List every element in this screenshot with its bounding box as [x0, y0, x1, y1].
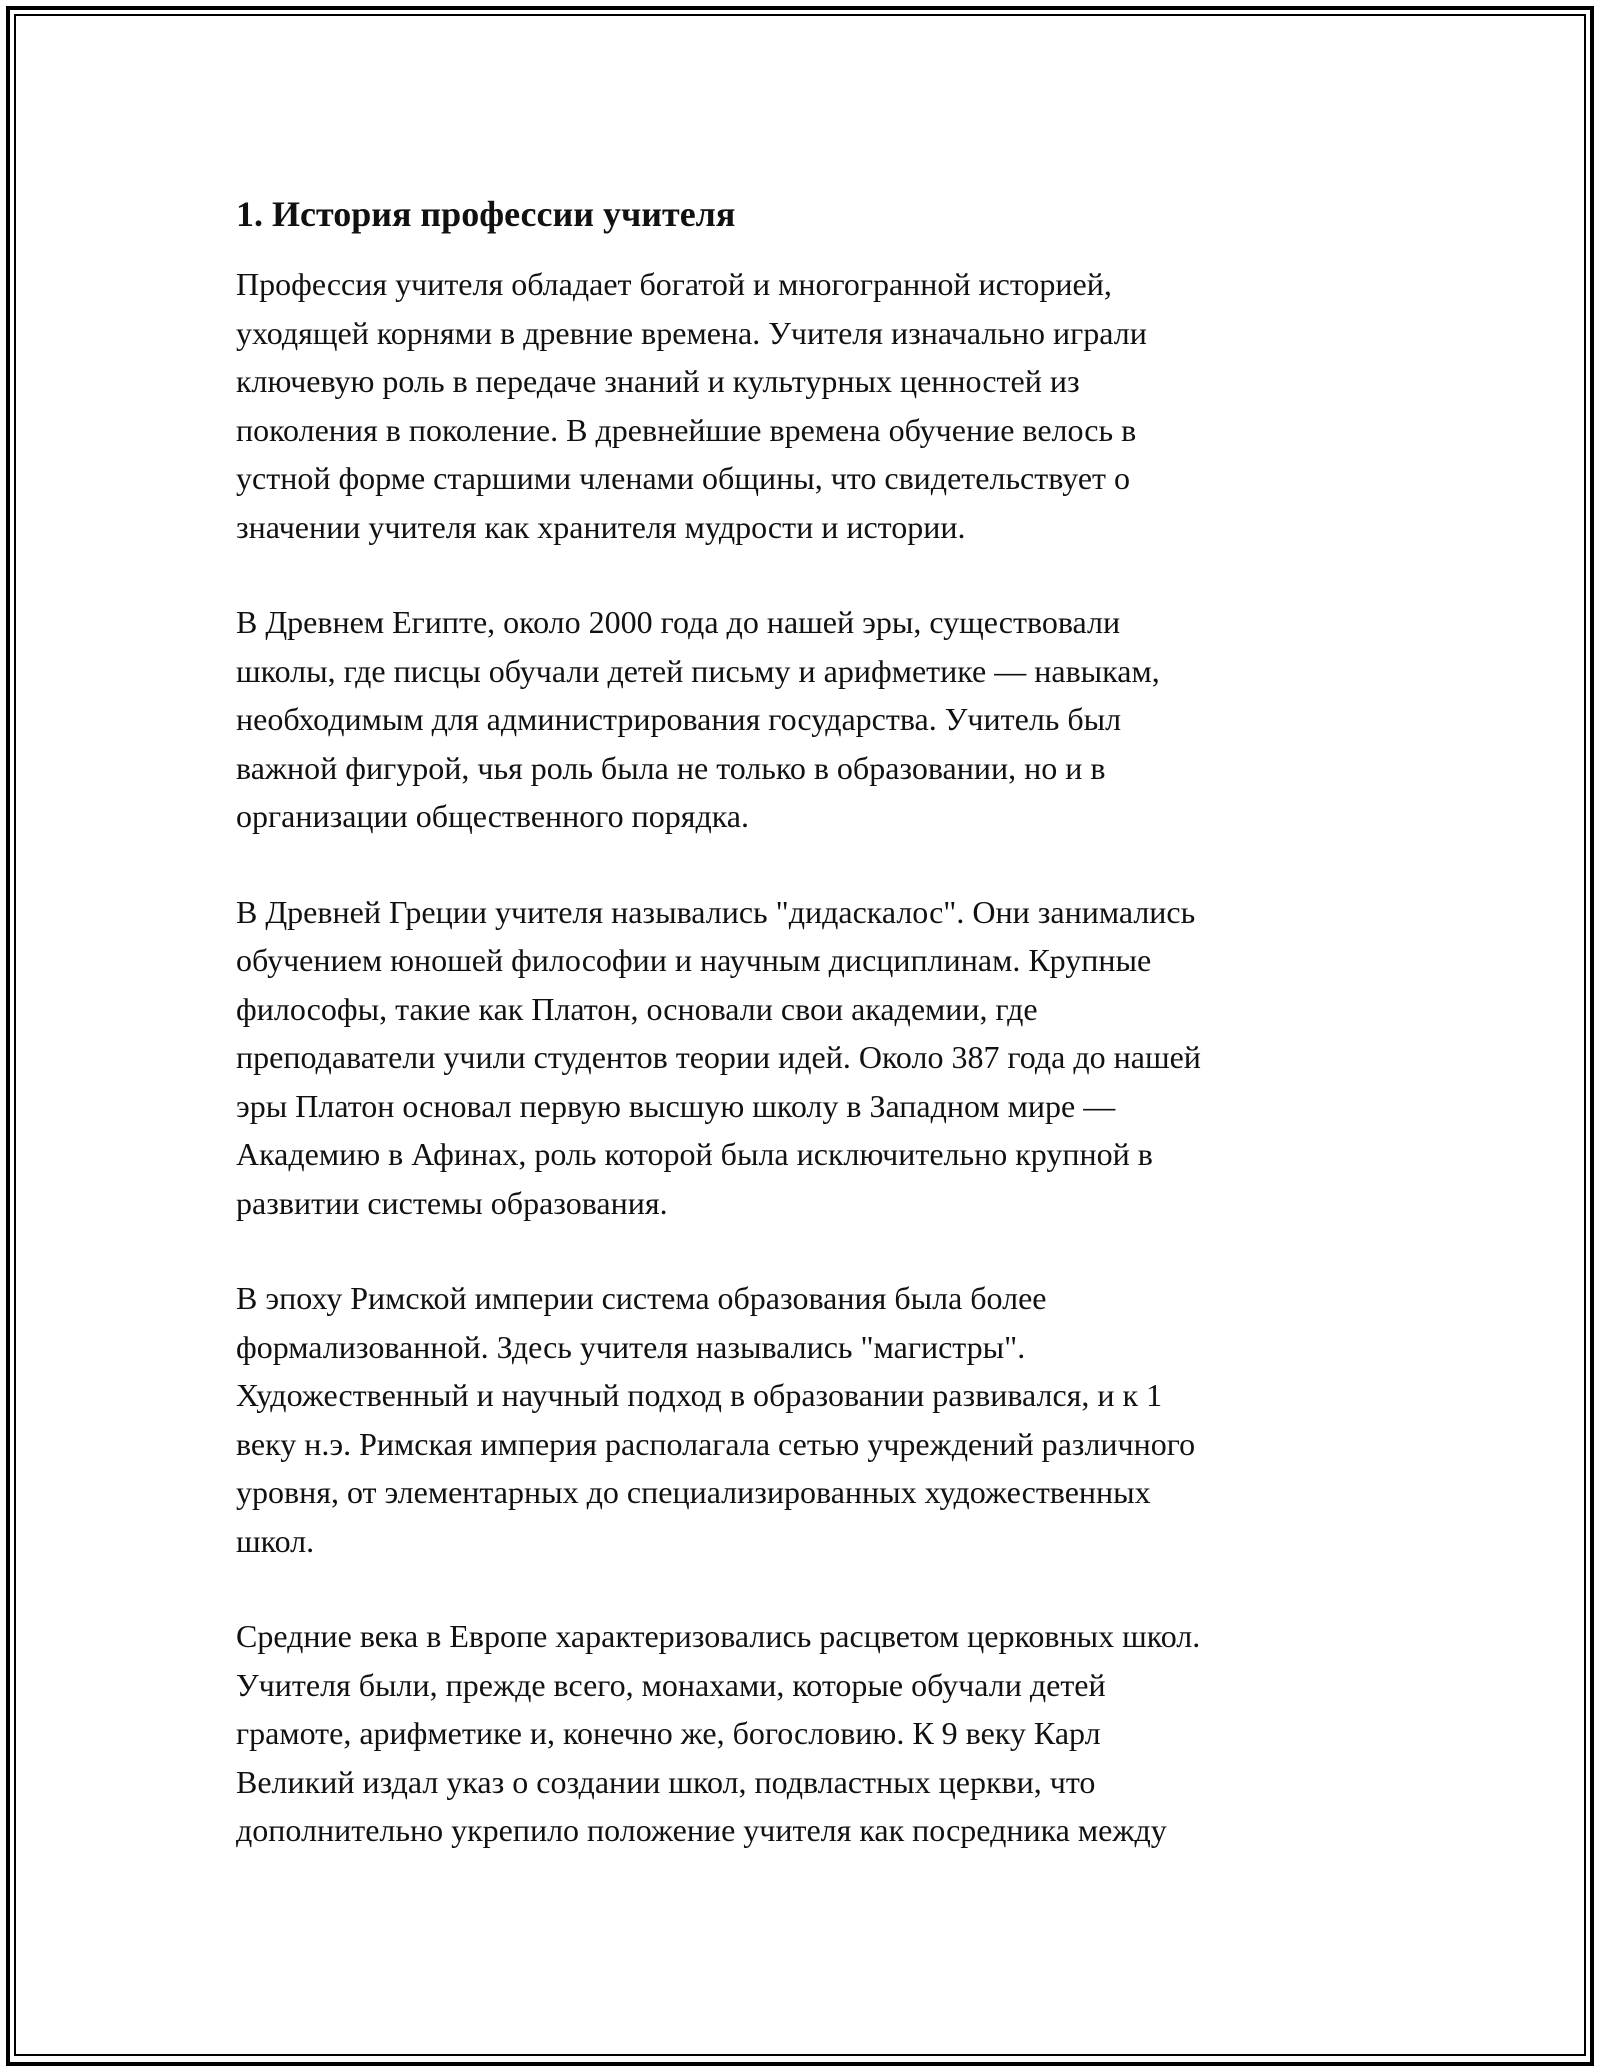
paragraph [236, 1274, 1366, 1565]
paragraph [236, 598, 1366, 841]
text-line: обучением юношей философии и научным дисциплинам. Крупные [236, 942, 1152, 978]
text-line: преподаватели учили студентов теории идей. Около 387 года до нашей [236, 1039, 1201, 1075]
text-line: организации общественного порядка. [236, 798, 749, 834]
text-line: Художественный и научный подход в образовании развивался, и к 1 [236, 1377, 1163, 1413]
text-line: уровня, от элементарных до специализированных художественных [236, 1474, 1151, 1510]
document-page [236, 190, 1366, 1902]
paragraphs-container [236, 260, 1366, 1855]
text-line: В Древнем Египте, около 2000 года до нашей эры, существовали [236, 604, 1121, 640]
text-line: поколения в поколение. В древнейшие времена обучение велось в [236, 411, 1137, 448]
text-line: В Древней Греции учителя назывались "дидаскалос". Они занимались [236, 893, 1196, 930]
text-line: устной форме старшими членами общины, что свидетельствует о [236, 460, 1130, 496]
section-title: 1. История профессии учителя [236, 194, 736, 234]
text-line: Великий издал указ о создании школ, подвластных церкви, что [236, 1763, 1096, 1800]
paragraph [236, 1612, 1366, 1855]
text-line: Академию в Афинах, роль которой была исключительно крупной в [236, 1136, 1153, 1172]
text-line: веку н.э. Римская империя располагала сетью учреждений различного [236, 1425, 1196, 1462]
text-line: развитии системы образования. [236, 1184, 668, 1221]
paragraph [236, 888, 1366, 1228]
text-line: уходящей корнями в древние времена. Учителя изначально играли [236, 314, 1147, 351]
text-line: важной фигурой, чья роль была не только в образовании, но и в [236, 749, 1106, 786]
text-line: дополнительно укрепило положение учителя как посредника между [236, 1812, 1167, 1848]
text-line: Профессия учителя обладает богатой и многогранной историей, [236, 266, 1112, 302]
text-line: грамоте, арифметике и, конечно же, богословию. К 9 веку Карл [236, 1715, 1101, 1751]
text-line: необходимым для администрирования государства. Учитель был [236, 701, 1122, 737]
text-line: значении учителя как хранителя мудрости и истории. [236, 508, 966, 545]
text-line: Учителя были, прежде всего, монахами, которые обучали детей [236, 1666, 1106, 1703]
paragraph [236, 260, 1366, 551]
text-line: Средние века в Европе характеризовались расцветом церковных школ. [236, 1618, 1201, 1654]
text-line: школы, где писцы обучали детей письму и арифметике — навыкам, [236, 652, 1160, 689]
text-line: школ. [236, 1522, 315, 1559]
text-line: формализованной. Здесь учителя назывались "магистры". [236, 1328, 1026, 1365]
text-line: философы, такие как Платон, основали свои академии, где [236, 990, 1038, 1027]
text-line: В эпоху Римской империи система образования была более [236, 1280, 1047, 1316]
text-line: эры Платон основал первую высшую школу в Западном мире — [236, 1087, 1116, 1124]
text-line: ключевую роль в передаче знаний и культурных ценностей из [236, 363, 1080, 399]
